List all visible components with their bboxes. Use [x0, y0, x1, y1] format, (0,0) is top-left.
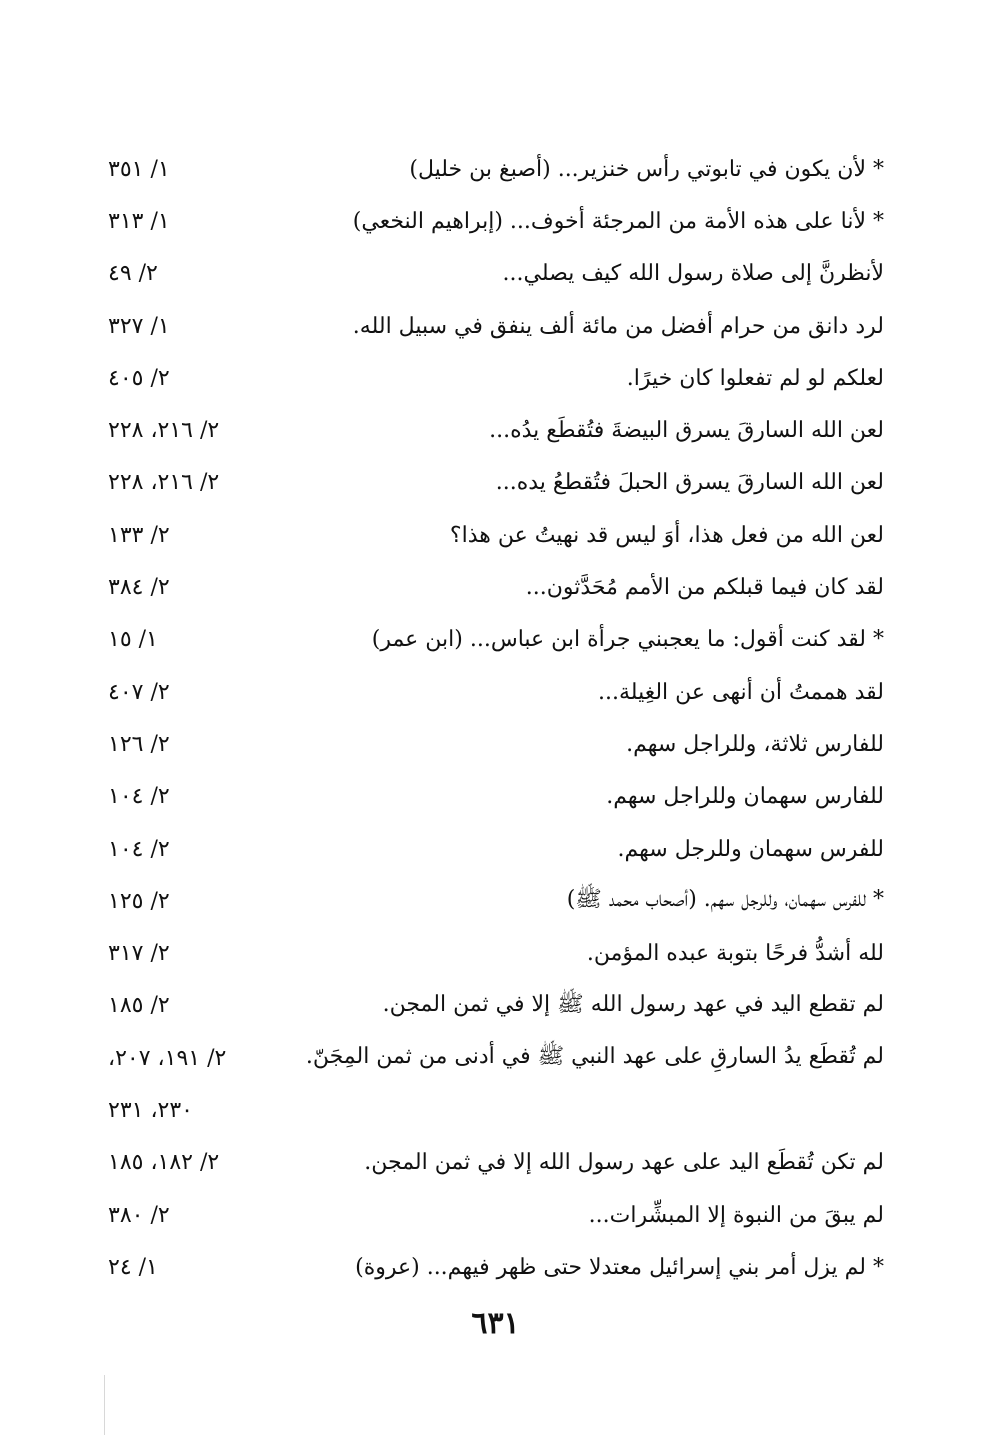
entry-reference: ٢/ ١٢٥: [108, 888, 170, 914]
entry-reference: ٢/ ١٠٤: [108, 836, 170, 862]
entry-text: للفرس سهمان وللرجل سهم.: [617, 836, 884, 862]
index-entry: [108, 614, 884, 666]
entry-text: لم تُقطَع يدُ السارقِ على عهد النبي ﷺ في أدنى من ثمن المِجَنّ.: [305, 1044, 884, 1070]
entry-reference: ٢/ ٤٠٥: [108, 365, 170, 391]
index-entry: [108, 1137, 884, 1189]
entry-text: * لم يزل أمر بني إسرائيل معتدلا حتى ظهر فيهم... (عروة): [355, 1254, 884, 1280]
index-entry: [108, 666, 884, 718]
entry-reference: ١/ ٣٢٧: [108, 313, 170, 339]
index-entry: [108, 143, 884, 195]
entry-text: لعن الله السارقَ يسرق البيضةَ فتُقطَع يدُه...: [489, 418, 884, 444]
index-entry: [108, 823, 884, 875]
entry-text: لعن الله السارقَ يسرق الحبلَ فتُقطعُ يده...: [495, 470, 884, 496]
entry-reference: ٢/ ٣١٧: [108, 941, 170, 967]
entry-text: لم تكن تُقطَع اليد على عهد رسول الله إلا في ثمن المجن.: [364, 1150, 884, 1176]
index-entry: [108, 352, 884, 404]
entry-reference: ١/ ٣٥١: [108, 156, 170, 182]
entry-text: لقد كان فيما قبلكم من الأمم مُحَدَّثون...: [525, 575, 884, 601]
index-entry: [108, 980, 884, 1032]
entry-text: لقد هممتُ أن أنهى عن الغِيلة...: [598, 679, 884, 705]
index-entry: [108, 457, 884, 509]
index-entry: [108, 195, 884, 247]
entry-text: للفارس سهمان وللراجل سهم.: [606, 784, 884, 810]
entry-text: لم يبقَ من النبوة إلا المبشِّرات...: [588, 1202, 884, 1228]
entry-reference: ٢/ ٣٨٠: [108, 1202, 170, 1228]
entry-reference: ٢/ ٢١٦، ٢٢٨: [108, 418, 220, 444]
index-entry: [108, 1032, 884, 1084]
entry-reference: ٢/ ١٣٣: [108, 522, 170, 548]
index-entry: [108, 718, 884, 770]
page-number: ٦٣١: [471, 1306, 520, 1341]
entry-reference: ٢/ ١٨٥: [108, 993, 170, 1019]
index-entry: [108, 404, 884, 456]
index-entry: [108, 927, 884, 979]
entry-text: لعلكم لو لم تفعلوا كان خيرًا.: [626, 365, 884, 391]
index-entries: [108, 143, 884, 1294]
entry-text: * لقد كنت أقول: ما يعجبني جرأة ابن عباس... (ابن عمر): [371, 627, 884, 653]
index-entry: [108, 771, 884, 823]
entry-reference: ١/ ٣١٣: [108, 208, 170, 234]
entry-reference: ٢/ ١٠٤: [108, 784, 170, 810]
entry-text: * لأنا على هذه الأمة من المرجئة أخوف... (إبراهيم النخعي): [352, 208, 884, 234]
index-entry: [108, 1241, 884, 1293]
entry-reference: ٢/ ١٢٦: [108, 731, 170, 757]
entry-text: للفارس ثلاثة، وللراجل سهم.: [626, 731, 884, 757]
entry-text: * للفرس سهمان، وللرجل سهم. (أصحاب محمد ﷺ): [566, 887, 884, 913]
entry-reference: ١/ ٢٤: [108, 1254, 158, 1280]
entry-reference: ٢٣٠، ٢٣١: [108, 1097, 193, 1123]
entry-reference: ١/ ١٥: [108, 627, 158, 653]
entry-reference: ٢/ ١٩١، ٢٠٧،: [108, 1045, 227, 1071]
entry-reference: ٢/ ١٨٢، ١٨٥: [108, 1150, 220, 1176]
entry-reference: ٢/ ٤٠٧: [108, 679, 170, 705]
entry-reference: ٢/ ٢١٦، ٢٢٨: [108, 470, 220, 496]
entry-text: لله أشدُّ فرحًا بتوبة عبده المؤمن.: [586, 941, 884, 967]
index-entry: [108, 561, 884, 613]
entry-text: لعن الله من فعل هذا، أوَ ليس قد نهيتُ عن هذا؟: [449, 522, 884, 548]
index-entry: [108, 248, 884, 300]
index-entry: [108, 300, 884, 352]
entry-reference: ٢/ ٣٨٤: [108, 575, 170, 601]
entry-text: * لأن يكون في تابوتي رأس خنزير... (أصبغ بن خليل): [409, 156, 884, 182]
index-entry-continuation: [108, 1084, 884, 1136]
entry-text: لم تقطع اليد في عهد رسول الله ﷺ إلا في ثمن المجن.: [382, 991, 884, 1017]
entry-text: لرد دانق من حرام أفضل من مائة ألف ينفق في سبيل الله.: [352, 313, 884, 339]
index-entry: [108, 875, 884, 927]
entry-text: لأنظرنَّ إلى صلاة رسول الله كيف يصلي...: [502, 261, 884, 287]
scan-edge-line: [104, 1375, 105, 1435]
index-entry: [108, 509, 884, 561]
index-entry: [108, 1189, 884, 1241]
entry-reference: ٢/ ٤٩: [108, 261, 158, 287]
